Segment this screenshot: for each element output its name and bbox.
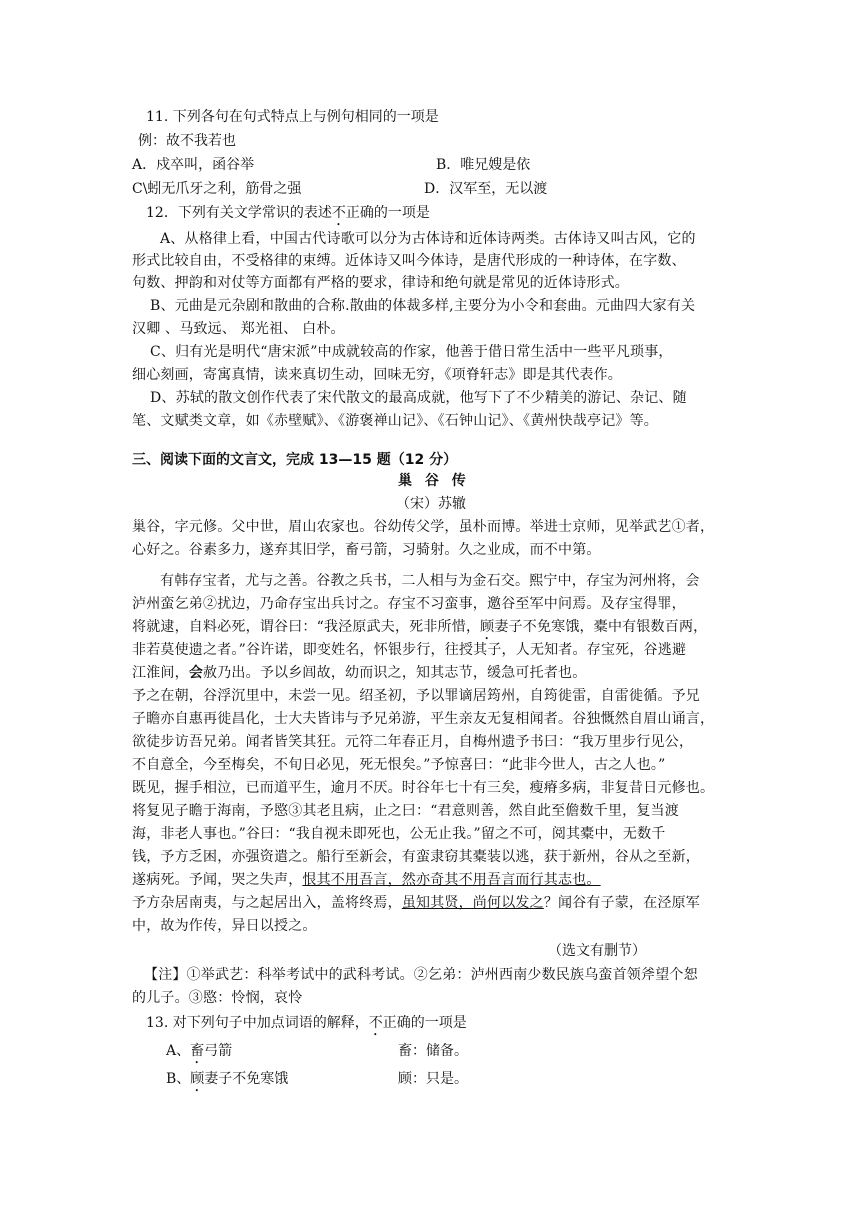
footnote-line: 的儿子。③愍：怜悯，哀怜 <box>132 990 303 1006</box>
q13-stem <box>146 1013 467 1039</box>
passage-line: 心好之。谷素多力，遂弃其旧学，畜弓箭，习骑射。久之业成，而不中第。 <box>132 542 601 558</box>
q12-stem-pre: 12．下列有关文学常识的表述 <box>146 205 332 221</box>
passage-line <box>132 870 601 890</box>
passage-text: 遂病死。予闻，哭之失声， <box>132 872 303 888</box>
passage-line: 不自意全，今至梅矣，不旬日必见，死无恨矣。”予惊喜曰：“此非今世人，古之人也。” <box>132 757 666 773</box>
q13-option-text: 妻子不免寒饿 <box>204 1071 289 1087</box>
passage-line: 欲徒步访吾兄弟。闻者皆笑其狂。元符二年春正月，自梅州遗予书曰：“我万里步行见公， <box>132 734 694 750</box>
passage-line <box>132 893 700 913</box>
q12-option-a-line: 形式比较自由，不受格律的束缚。近体诗又叫今体诗，是唐代形成的一种诗体，在字数、 <box>132 253 686 269</box>
passage-underlined: 虽知其贤，尚何以发之 <box>401 895 544 911</box>
q12-stem-emphasis: 不 <box>331 205 346 221</box>
q13-stem-emphasis: 不 <box>368 1015 383 1031</box>
passage-line: 泸州蛮乞弟②扰边，乃命存宝出兵讨之。存宝不习蛮事，邀谷至军中问焉。及存宝得罪， <box>132 596 686 612</box>
q12-stem-post: 正确的一项是 <box>345 205 430 221</box>
passage-line: 非若莫使遗之者。”谷许诺，即变姓名，怀银步行，往授其子，人无知者。存宝死，谷逃避 <box>132 642 687 658</box>
source-note: （选文有删节） <box>548 943 646 959</box>
passage-line: 海，非老人事也。”谷曰：“我自视未即死也，公无止我。”留之不可，阅其橐中，无数千 <box>132 826 666 842</box>
q13-option-b <box>166 1069 288 1095</box>
passage-line: 子瞻亦自惠再徙昌化，士大夫皆讳与予兄弟游，平生亲友无复相闻者。谷独慨然自眉山诵言， <box>132 711 715 727</box>
passage-emphasis: 顾 <box>480 619 495 635</box>
q13-stem-pre: 13. 对下列句子中加点词语的解释， <box>146 1015 369 1031</box>
q12-option-b-line: B、元曲是元杂剧和散曲的合称.散曲的体裁多样,主要分为小令和套曲。元曲四大家有关 <box>150 298 696 314</box>
q12-option-b-line: 汉卿 、马致远、 郑光祖、 白朴。 <box>132 321 345 337</box>
q12-option-c-line: C、归有光是明代“唐宋派”中成就较高的作家，他善于借日常生活中一些平凡琐事， <box>150 344 673 360</box>
passage-text: 将就逮，自料必死，谓谷曰：“我泾原武夫，死非所惜， <box>132 619 481 635</box>
passage-line: 巢谷，字元修。父中世，眉山农家也。谷幼传父学，虽朴而博。举进士京师，见举武艺①者， <box>132 519 715 535</box>
q11-example: 例：故不我若也 <box>138 133 236 149</box>
q12-option-a-line: A、从格律上看，中国古代诗歌可以分为古体诗和近体诗两类。古体诗又叫古风，它的 <box>160 231 696 247</box>
q13-option-b-explanation: 顾：只是。 <box>398 1071 468 1087</box>
passage-line: 有韩存宝者，尤与之善。谷教之兵书，二人相与为金石交。熙宁中，存宝为河州将，会 <box>160 573 700 589</box>
q13-option-a-explanation: 畜：储备。 <box>398 1043 468 1059</box>
section-heading: 三、阅读下面的文言文，完成 13—15 题（12 分） <box>132 452 458 468</box>
footnote-line: 【注】①举武艺：科举考试中的武科考试。②乞弟：泸州西南少数民族乌蛮首领斧望个恕 <box>144 967 698 983</box>
q12-option-c-line: 细心刻画，寄寓真情，读来真切生动，回味无穷，《项脊轩志》即是其代表作。 <box>132 367 622 383</box>
q12-option-d-line: D、苏轼的散文创作代表了宋代散文的最高成就，他写下了不少精美的游记、杂记、随 <box>150 390 687 406</box>
q13-option-label: B、 <box>166 1071 191 1087</box>
passage-bold-word: 会 <box>188 665 204 681</box>
passage-author: （宋）苏辙 <box>396 496 466 512</box>
passage-text: 江淮间， <box>132 665 189 681</box>
q11-option-a: A．戍卒叫，函谷举 <box>132 157 255 173</box>
q13-option-a <box>166 1041 232 1067</box>
passage-line: 中，故为作传，异日以授之。 <box>132 918 317 934</box>
passage-title: 巢 谷 传 <box>398 473 470 489</box>
q13-option-text: 弓箭 <box>204 1043 233 1059</box>
passage-underlined: 恨其不用吾言，然亦奇其不用吾言而行其志也。 <box>302 872 601 888</box>
q13-stem-post: 正确的一项是 <box>382 1015 467 1031</box>
q11-option-c: C\蚓无爪牙之利，筋骨之强 <box>132 181 302 197</box>
q12-stem <box>146 203 430 229</box>
passage-text: 妻子不免寒饿，橐中有银数百两， <box>494 619 708 635</box>
q13-option-label: A、 <box>166 1043 191 1059</box>
q12-option-a-line: 句数、押韵和对仗等方面都有严格的要求，律诗和绝句就是常见的近体诗形式。 <box>132 275 629 291</box>
q11-option-d: D．汉军至，无以渡 <box>424 181 548 197</box>
passage-line: 钱，予方乏困，亦强资遣之。船行至新会，有蛮隶窃其橐装以逃，获于新州，谷从之至新， <box>132 849 700 865</box>
passage-text: 赦乃出。予以乡闾故，幼而识之，知其志节，缓急可托者也。 <box>203 665 587 681</box>
passage-line <box>132 663 586 683</box>
passage-text: ？闻谷有子蒙，在泾原军 <box>543 895 701 911</box>
q12-option-d-line: 笔、文赋类文章，如《赤壁赋》、《游褒禅山记》、《石钟山记》、《黄州快哉亭记》等。 <box>132 413 658 429</box>
q11-option-b: B．唯兄嫂是依 <box>436 157 531 173</box>
q13-emphasis-word: 顾 <box>190 1071 205 1087</box>
q11-stem: 11. 下列各句在句式特点上与例句相同的一项是 <box>146 109 439 125</box>
passage-line: 既见，握手相泣，已而道平生，逾月不厌。时谷年七十有三矣，瘦瘠多病，非复昔日元修也。 <box>132 780 715 796</box>
passage-text: 予方杂居南夷，与之起居出入，盖将终焉， <box>132 895 402 911</box>
passage-line: 将复见子瞻于海南，予愍③其老且病，止之曰：“君意则善，然自此至儋数千里，复当渡 <box>132 803 679 819</box>
passage-line: 予之在朝，谷浮沉里中，未尝一见。绍圣初，予以罪谪居筠州，自筠徙雷，自雷徙循。予兄 <box>132 688 700 704</box>
q13-emphasis-word: 畜 <box>190 1043 205 1059</box>
